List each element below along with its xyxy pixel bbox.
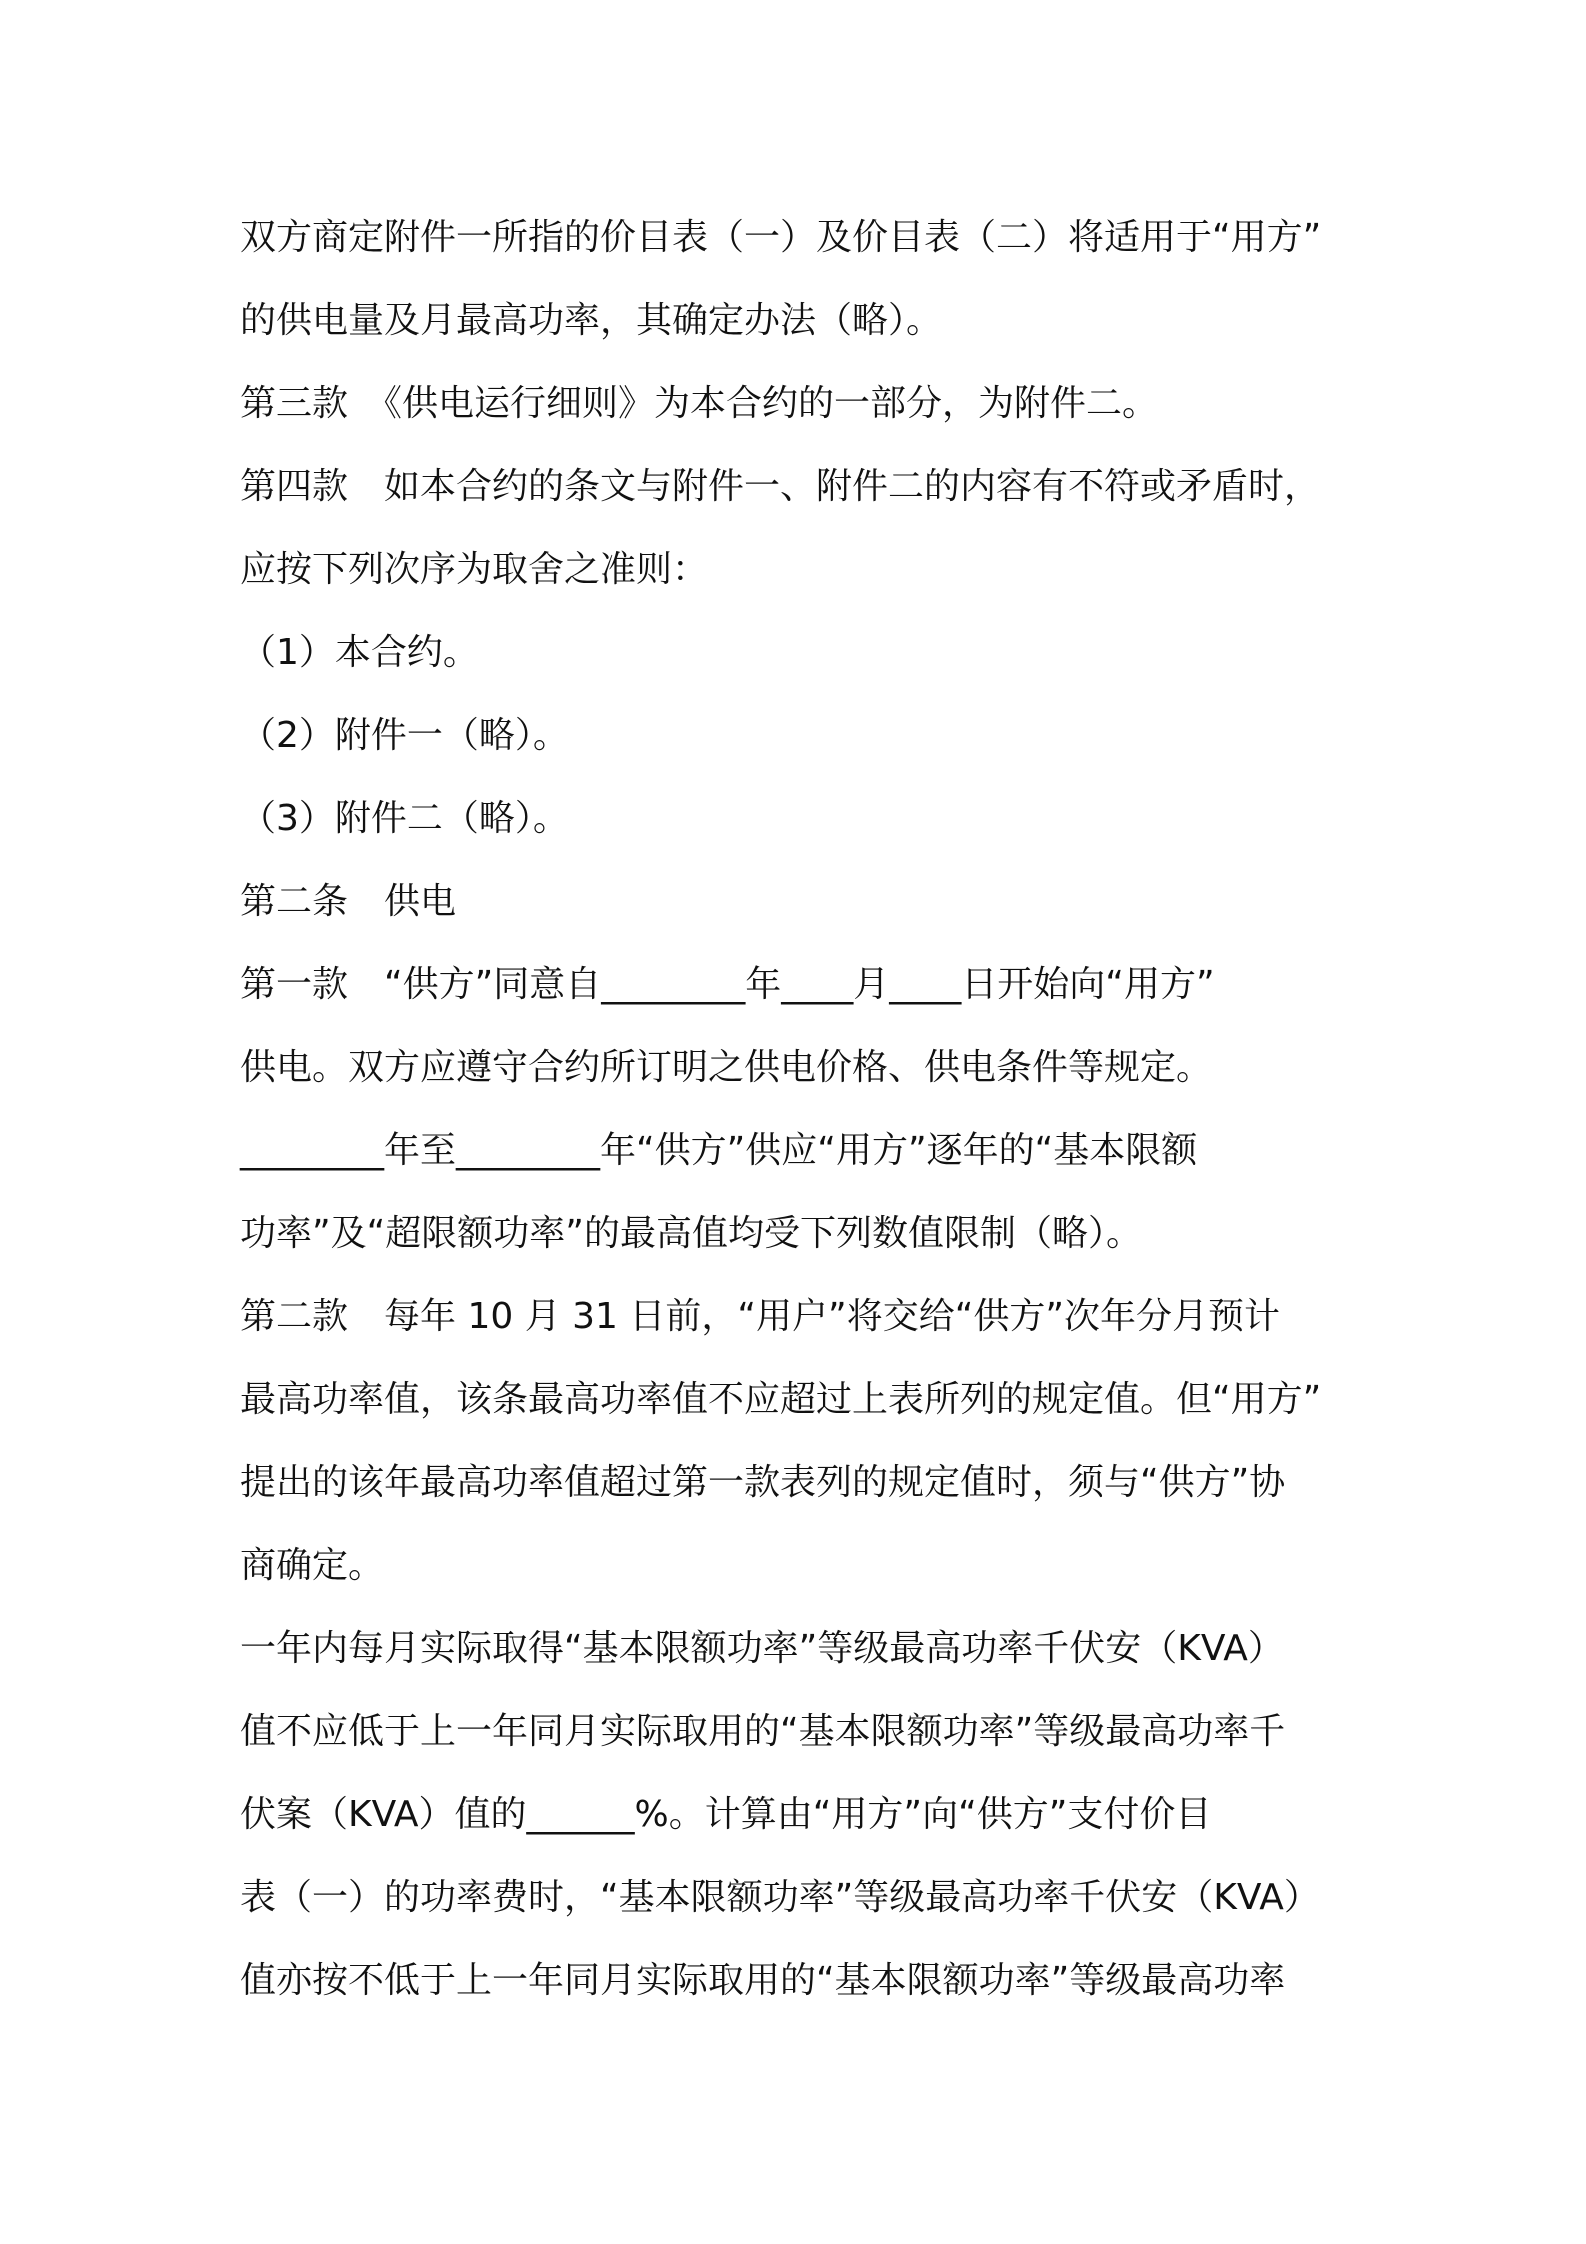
clause-4-heading-line: 第四款 如本合约的条文与附件一、附件二的内容有不符或矛盾时， (240, 466, 1321, 507)
document-body (240, 196, 1360, 2022)
text-line: 功率”及“超限额功率”的最高值均受下列数值限制（略）。 (240, 1213, 1142, 1254)
clause-2-line: 第二款 每年 10 月 31 日前，“用户”将交给“供方”次年分月预计 (240, 1296, 1280, 1337)
clause-3-heading-line: 第三款 《供电运行细则》为本合约的一部分，为附件二。 (240, 383, 1159, 424)
text-line: 商确定。 (240, 1545, 385, 1586)
text-line: 一年内每月实际取得“基本限额功率”等级最高功率千伏安（KVA） (240, 1628, 1284, 1669)
text-line: 表（一）的功率费时，“基本限额功率”等级最高功率千伏安（KVA） (240, 1877, 1320, 1918)
text-line: 的供电量及月最高功率，其确定办法（略）。 (240, 300, 943, 341)
article-2-heading: 第二条 供电 (240, 881, 457, 922)
list-item: （3）附件二（略）。 (240, 798, 569, 839)
list-item: （1）本合约。 (240, 632, 479, 673)
text-line: 值亦按不低于上一年同月实际取用的“基本限额功率”等级最高功率 (240, 1960, 1286, 2001)
text-line: 供电。双方应遵守合约所订明之供电价格、供电条件等规定。 (240, 1047, 1213, 1088)
text-line: 值不应低于上一年同月实际取用的“基本限额功率”等级最高功率千 (240, 1711, 1286, 1752)
text-line: 伏案（KVA）值的______%。计算由“用方”向“供方”支付价目 (240, 1794, 1212, 1835)
list-item: （2）附件一（略）。 (240, 715, 569, 756)
text-line: 双方商定附件一所指的价目表（一）及价目表（二）将适用于“用方” (240, 217, 1322, 258)
text-line: 应按下列次序为取舍之准则： (240, 549, 709, 590)
text-line: ________年至________年“供方”供应“用方”逐年的“基本限额 (240, 1130, 1198, 1171)
text-line: 提出的该年最高功率值超过第一款表列的规定值时，须与“供方”协 (240, 1462, 1286, 1503)
text-line: 最高功率值，该条最高功率值不应超过上表所列的规定值。但“用方” (240, 1379, 1322, 1420)
clause-1-line: 第一款 “供方”同意自________年____月____日开始向“用方” (240, 964, 1215, 1005)
